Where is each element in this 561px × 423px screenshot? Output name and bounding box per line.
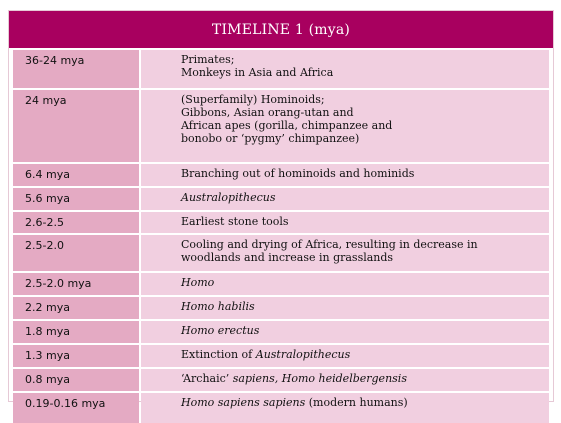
- description-italic: sapiens, Homo heidelbergensis: [232, 372, 407, 385]
- description-plain: Extinction of: [181, 348, 256, 361]
- description-cell: Cooling and drying of Africa, resulting in decrease in woodlands and increase in grasslands: [141, 235, 549, 271]
- description-italic: Homo sapiens sapiens: [181, 396, 306, 409]
- description-plain: ‘Archaic’: [181, 372, 233, 385]
- description-cell: Primates; Monkeys in Asia and Africa: [141, 50, 549, 88]
- table-row: [9, 271, 553, 295]
- description-italic: Australopithecus: [255, 348, 351, 361]
- table-row: [9, 210, 553, 233]
- date-cell: 2.5-2.0: [13, 235, 139, 271]
- date-cell: 2.2 mya: [13, 297, 139, 319]
- table-row: [9, 186, 553, 210]
- description-cell: [141, 369, 549, 391]
- description-cell: Earliest stone tools: [141, 212, 549, 233]
- table-row: [9, 162, 553, 186]
- timeline-rows: [9, 48, 553, 423]
- date-cell: 24 mya: [13, 90, 139, 162]
- table-row: [9, 50, 553, 88]
- description-italic: Homo habilis: [181, 300, 255, 313]
- description-italic: Homo: [181, 276, 215, 289]
- description-cell: [141, 297, 549, 319]
- date-cell: 0.19-0.16 mya: [13, 393, 139, 417]
- date-cell: 36-24 mya: [13, 50, 139, 88]
- description-italic: Australopithecus: [181, 191, 276, 204]
- table-row: [9, 319, 553, 343]
- description-cell: Branching out of hominoids and hominids: [141, 164, 549, 186]
- date-cell: 2.6-2.5: [13, 212, 139, 233]
- table-row: [9, 295, 553, 319]
- description-column-end: [141, 417, 549, 423]
- date-column-end: [13, 417, 139, 423]
- table-bottom-padding: [9, 417, 553, 423]
- date-cell: 0.8 mya: [13, 369, 139, 391]
- timeline-title: TIMELINE 1 (mya): [9, 11, 553, 48]
- description-cell: [141, 345, 549, 367]
- date-cell: 6.4 mya: [13, 164, 139, 186]
- description-italic: Homo erectus: [181, 324, 260, 337]
- table-row: [9, 233, 553, 271]
- description-cell: [141, 393, 549, 417]
- table-row: [9, 343, 553, 367]
- description-cell: (Superfamily) Hominoids; Gibbons, Asian orang-utan and African apes (gorilla, chimpanzee and bonobo or ‘pygmy’ chimpanzee): [141, 90, 549, 162]
- date-cell: 5.6 mya: [13, 188, 139, 210]
- table-row: [9, 367, 553, 391]
- description-cell: [141, 188, 549, 210]
- timeline-table: [8, 10, 554, 410]
- table-row: [9, 391, 553, 417]
- description-plain: (modern humans): [305, 396, 408, 409]
- date-cell: 1.8 mya: [13, 321, 139, 343]
- description-cell: [141, 321, 549, 343]
- date-cell: 2.5-2.0 mya: [13, 273, 139, 295]
- table-row: [9, 88, 553, 162]
- description-cell: [141, 273, 549, 295]
- date-cell: 1.3 mya: [13, 345, 139, 367]
